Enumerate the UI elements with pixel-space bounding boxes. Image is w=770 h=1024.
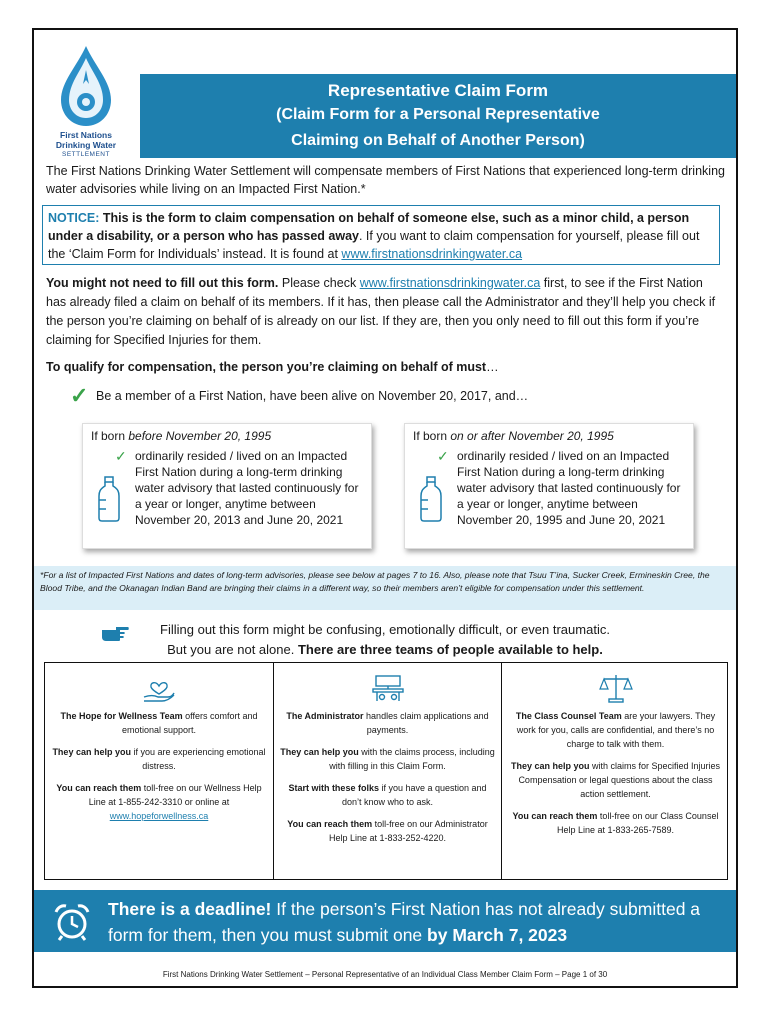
born-after-head-pre: If born: [413, 429, 451, 443]
born-after-heading: [413, 428, 614, 444]
page-frame: [32, 28, 738, 988]
hope-p1: [51, 709, 267, 737]
admin-p1-text: handles claim applications and payments.: [363, 711, 489, 735]
counsel-p3-text: toll-free on our Class Counsel Help Line at 1-833-265-7589.: [556, 811, 719, 835]
born-before-text: ordinarily resided / lived on an Impacted First Nation during a long-term drinking water advisory that lasted continuously for a year or longer, anytime between November 20, 2013 and June 20, 2021: [135, 449, 359, 527]
page-subtitle-line1: (Claim Form for a Personal Representative: [276, 106, 600, 123]
counsel-p2-bold: They can help you: [510, 761, 590, 771]
help-line1: Filling out this form might be confusing, emotionally difficult, or even traumatic.: [160, 622, 610, 637]
hope-p3-text: toll-free on our Wellness Help Line at 1-855-242-3310 or online at: [88, 783, 262, 807]
hope-p2-bold: They can help you: [52, 747, 131, 757]
born-after-head-date: on or after November 20, 1995: [450, 429, 614, 443]
born-after-text: ordinarily resided / lived on an Impacted First Nation during a long-term drinking water advisory that lasted continuously for a year or longer, anytime between November 20, 1995 and June 20, 2021: [457, 449, 681, 527]
admin-team-name: The Administrator: [286, 711, 364, 721]
requirement-text: Be a member of a First Nation, have been alive on November 20, 2017, and…: [96, 389, 529, 403]
deadline-date: by March 7, 2023: [427, 925, 568, 945]
checkmark-icon: ✓: [70, 383, 89, 408]
counsel-p3-bold: You can reach them: [512, 811, 598, 821]
hope-wellness-link[interactable]: www.hopeforwellness.ca: [109, 811, 209, 821]
born-before-head-pre: If born: [91, 429, 129, 443]
notice-website-link[interactable]: www.firstnationsdrinkingwater.ca: [341, 247, 523, 261]
meeting-table-icon: [371, 673, 405, 703]
notice-label: NOTICE:: [48, 211, 100, 225]
header: [34, 30, 736, 158]
hope-p2-text: if you are experiencing emotional distress.: [130, 747, 266, 771]
help-line2-bold: There are three teams of people available to help.: [297, 642, 603, 657]
counsel-p1-text: are your lawyers. They work for you, calls are confidential, and there’s no charge to talk with them.: [516, 711, 716, 749]
para-text2: first, to see if the First Nation has already filed a claim on behalf of its members. If it has, then please call the Administrator and they’ll help you check if the person you’re claiming on behalf of is already on our list. If they are, then you only need to fill out this form if you’re claiming for Specified Injuries for them.: [46, 276, 716, 347]
hope-team-name: The Hope for Wellness Team: [60, 711, 183, 721]
logo-name-line1: First Nations: [60, 130, 112, 140]
deadline-body: If the person’s First Nation has not already submitted a form for them, then you must submit one: [108, 899, 701, 945]
counsel-p1: [508, 709, 723, 751]
hope-p1-text: offers comfort and emotional support.: [121, 711, 258, 735]
counsel-p3: [508, 809, 723, 837]
admin-p4: [280, 817, 495, 845]
support-teams: [44, 662, 728, 880]
deadline-bold: There is a deadline!: [108, 899, 272, 919]
born-before-box: [82, 423, 372, 549]
counsel-p2-text: with claims for Specified Injuries Compensation or legal questions about the class action settlement.: [518, 761, 721, 799]
hope-p3-bold: You can reach them: [56, 783, 142, 793]
admin-p3-bold: Start with these folks: [288, 783, 379, 793]
notice-bold-text: This is the form to claim compensation on behalf of someone else, such as a minor child, a person under a disability, or a person who has passed away: [48, 211, 690, 243]
administrator-team: [273, 663, 501, 879]
para-text1: Please check: [278, 276, 360, 290]
check-first-paragraph: [46, 274, 726, 350]
requirement-line: [70, 383, 690, 409]
page-footer: First Nations Drinking Water Settlement – Personal Representative of an Individual Class Member Claim Form – Page 1 of 30: [162, 970, 608, 979]
help-message: [34, 620, 736, 660]
intro-text: The First Nations Drinking Water Settlement will compensate members of First Nations that experienced long-term drinking water advisories while living on an Impacted First Nation.*: [46, 164, 725, 196]
notice-box: [42, 205, 720, 265]
born-before-head-date: before November 20, 1995: [128, 429, 272, 443]
admin-p2-bold: They can help you: [280, 747, 359, 757]
para-website-link[interactable]: www.firstnationsdrinkingwater.ca: [359, 276, 541, 290]
class-counsel-team: [501, 663, 729, 879]
alarm-clock-icon: [52, 902, 92, 942]
logo-settlement-text: SETTLEMENT: [62, 151, 110, 158]
footnote: *For a list of Impacted First Nations and dates of long-term advisories, please see below at pages 7 to 16. Also, please note that Tsuu T’ina, Sucker Creek, Ermineskin Cree, the Blood Tribe, and the Okanagan Indian Band are bringing their claims in a different way, so their members aren’t eligible for compensation under this settlement.: [34, 566, 736, 610]
hope-p3: [51, 781, 267, 823]
logo-name: [46, 130, 126, 150]
page-subtitle-line2: Claiming on Behalf of Another Person): [291, 132, 585, 149]
notice-text: . If you want to claim compensation for yourself, please fill out the ‘Claim Form for Individuals’ instead. It is found at: [48, 229, 700, 261]
checkmark-icon: ✓: [115, 448, 127, 464]
qualify-bold-text: To qualify for compensation, the person you’re claiming on behalf of must: [46, 360, 487, 374]
scales-of-justice-icon: [599, 673, 633, 703]
admin-p4-bold: You can reach them: [287, 819, 373, 829]
heart-hand-icon: [142, 673, 176, 703]
title-banner: [140, 74, 736, 158]
water-drop-logo-icon: [55, 44, 117, 128]
counsel-p2: [508, 759, 723, 801]
born-before-heading: [91, 428, 271, 444]
checkmark-icon: ✓: [437, 448, 449, 464]
admin-p1: [280, 709, 495, 737]
born-after-box: [404, 423, 694, 549]
qualify-heading: [46, 360, 726, 374]
water-bottle-icon: [419, 476, 443, 522]
water-bottle-icon: [97, 476, 121, 522]
admin-p4-text: toll-free on our Administrator Help Line at 1-833-252-4220.: [328, 819, 488, 843]
settlement-logo: [46, 44, 126, 162]
qualify-ellipsis: …: [486, 360, 499, 374]
deadline-text: [108, 896, 728, 948]
para-bold-text: You might not need to fill out this form.: [46, 276, 279, 290]
help-line2-pre: But you are not alone.: [167, 642, 298, 657]
admin-p2: [280, 745, 495, 773]
counsel-team-name: The Class Counsel Team: [515, 711, 622, 721]
hope-for-wellness-team: [45, 663, 273, 879]
logo-name-line2: Drinking Water: [55, 140, 117, 150]
admin-p2-text: with the claims process, including with filling in this Claim Form.: [329, 747, 495, 771]
admin-p3-text: if you have a question and don’t know who to ask.: [341, 783, 487, 807]
deadline-banner: [34, 890, 736, 952]
page-title: Representative Claim Form: [327, 81, 549, 100]
hope-p2: [51, 745, 267, 773]
help-line2: [34, 640, 736, 660]
admin-p3: [280, 781, 495, 809]
